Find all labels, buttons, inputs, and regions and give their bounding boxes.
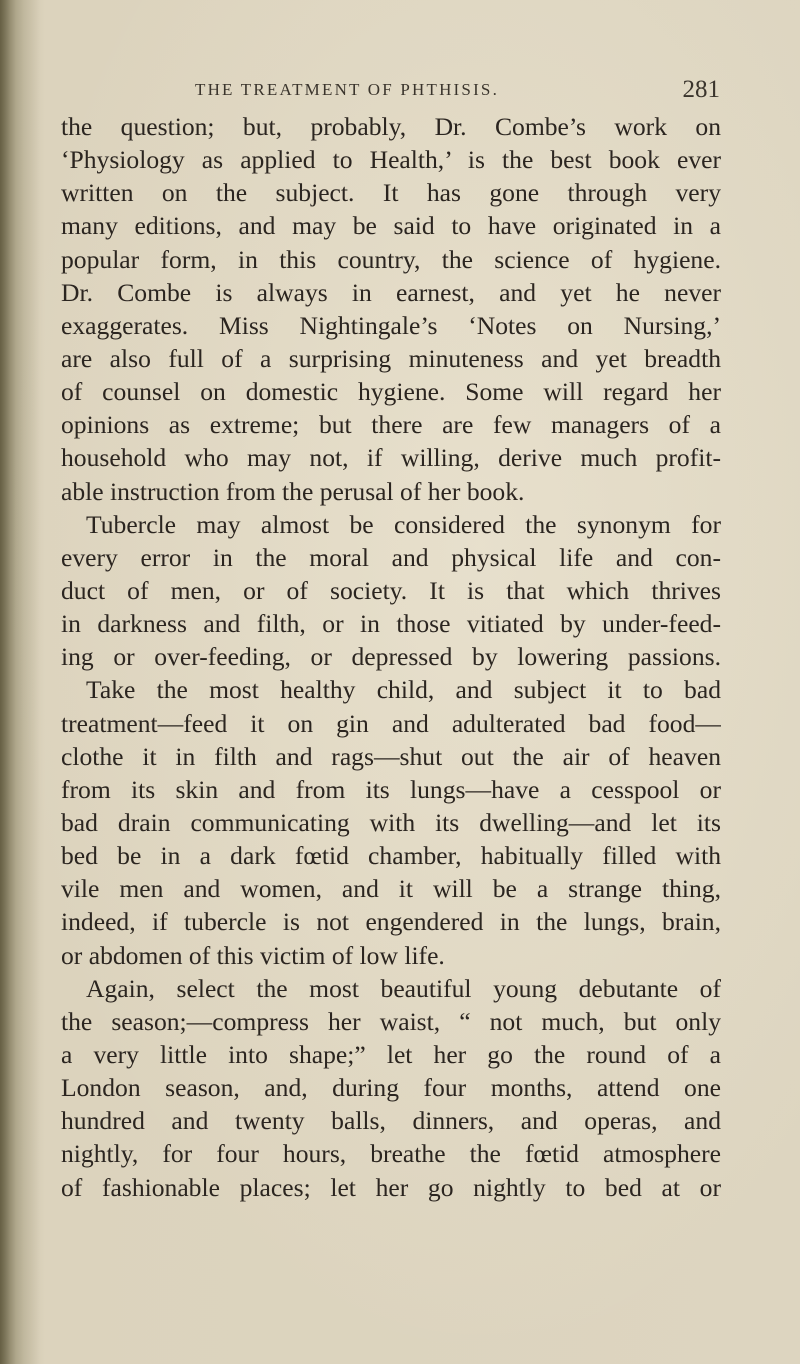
text-line: able instruction from the perusal of her book. <box>61 476 525 506</box>
text-line: every error in the moral and physical life and con- <box>61 542 721 572</box>
text-line: household who may not, if willing, derive much profit- <box>61 443 721 473</box>
page-number: 281 <box>682 76 720 103</box>
text-line: bad drain communicating with its dwelling—and let its <box>61 807 721 837</box>
text-line: Again, select the most beautiful young debutante of <box>86 973 721 1003</box>
text-line: popular form, in this country, the science of hygiene. <box>61 244 721 274</box>
text-line: the question; but, probably, Dr. Combe’s work on <box>61 112 721 141</box>
text-line: bed be in a dark fœtid chamber, habitually filled with <box>61 841 721 871</box>
text-line: treatment—feed it on gin and adulterated bad food— <box>61 708 721 738</box>
text-line: the season;—compress her waist, “ not much, but only <box>61 1006 721 1036</box>
text-line: nightly, for four hours, breathe the fœtid atmosphere <box>61 1139 721 1169</box>
text-line: London season, and, during four months, attend one <box>61 1073 721 1103</box>
text-line: exaggerates. Miss Nightingale’s ‘Notes on Nursing,’ <box>61 310 721 340</box>
text-line: Take the most healthy child, and subject it to bad <box>86 675 721 705</box>
text-line: duct of men, or of society. It is that which thrives <box>61 575 721 605</box>
text-line: or abdomen of this victim of low life. <box>61 940 445 970</box>
body-text <box>61 110 721 1204</box>
text-line: ‘Physiology as applied to Health,’ is the best book ever <box>61 145 721 175</box>
text-line: a very little into shape;” let her go the round of a <box>61 1039 721 1069</box>
text-line: ing or over-feeding, or depressed by lowering passions. <box>61 642 721 672</box>
text-line: Dr. Combe is always in earnest, and yet he never <box>61 277 721 307</box>
text-line: opinions as extreme; but there are few managers of a <box>61 410 721 440</box>
text-line: in darkness and filth, or in those vitiated by under-feed- <box>61 609 721 639</box>
text-line: vile men and women, and it will be a strange thing, <box>61 874 721 904</box>
running-title: THE TREATMENT OF PHTHISIS. <box>195 80 500 99</box>
text-line: clothe it in filth and rags—shut out the air of heaven <box>61 741 721 771</box>
text-line: of fashionable places; let her go nightly to bed at or <box>61 1172 721 1202</box>
binding-gutter-shadow <box>0 0 40 1364</box>
text-line: from its skin and from its lungs—have a cesspool or <box>61 774 721 804</box>
text-line: written on the subject. It has gone through very <box>61 178 721 208</box>
text-line: indeed, if tubercle is not engendered in the lungs, brain, <box>61 907 721 937</box>
text-line: hundred and twenty balls, dinners, and operas, and <box>61 1106 721 1136</box>
text-line: many editions, and may be said to have originated in a <box>61 211 721 241</box>
text-line: are also full of a surprising minuteness and yet breadth <box>61 343 721 373</box>
running-head <box>60 76 720 106</box>
text-line: Tubercle may almost be considered the synonym for <box>86 509 721 539</box>
text-line: of counsel on domestic hygiene. Some will regard her <box>61 377 721 407</box>
